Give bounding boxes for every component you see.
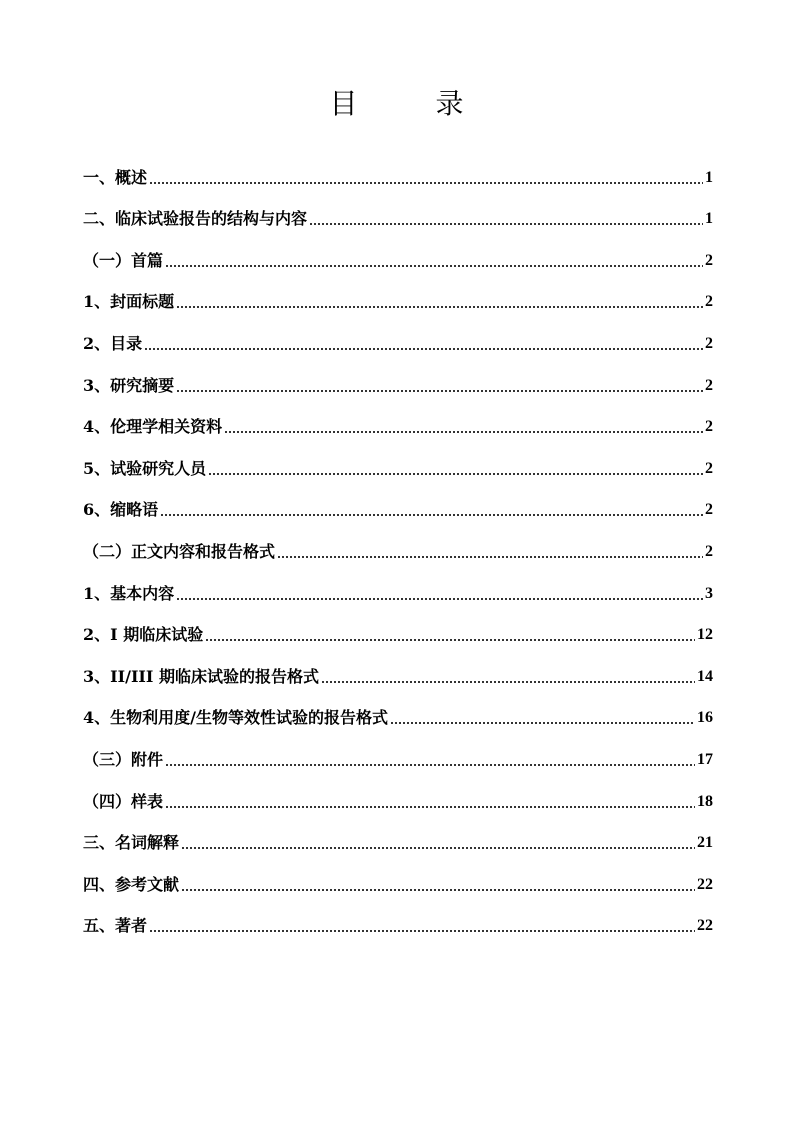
toc-entry-page: 1 xyxy=(705,210,713,228)
toc-entry-page: 12 xyxy=(697,626,713,644)
toc-entry-label: （四）样表 xyxy=(83,791,164,811)
toc-entry-label: 3、研究摘要 xyxy=(83,375,175,395)
toc-entry[interactable] xyxy=(83,396,713,438)
toc-entry[interactable] xyxy=(83,728,713,770)
toc-entry[interactable] xyxy=(83,188,713,230)
toc-leader xyxy=(149,930,695,932)
toc-leader xyxy=(176,598,703,600)
toc-entry[interactable] xyxy=(83,645,713,687)
toc-title: 目录 xyxy=(329,87,542,120)
toc-entry[interactable] xyxy=(83,479,713,521)
toc-entry-label: 3、II/III 期临床试验的报告格式 xyxy=(83,666,319,686)
toc-entry-label: 6、缩略语 xyxy=(83,500,159,520)
toc-entry-label: （三）附件 xyxy=(83,749,164,769)
toc-entry-label: 4、生物利用度/生物等效性试验的报告格式 xyxy=(83,708,388,728)
toc-entry-page: 3 xyxy=(705,584,713,602)
toc-entry-page: 22 xyxy=(697,917,713,935)
toc-entry-page: 2 xyxy=(705,418,713,436)
toc-entry-label: 2、目录 xyxy=(83,333,143,353)
toc-list xyxy=(83,146,713,936)
toc-leader xyxy=(181,889,695,891)
toc-entry[interactable] xyxy=(83,770,713,812)
toc-leader xyxy=(321,681,695,683)
toc-entry[interactable] xyxy=(83,437,713,479)
toc-entry-label: 1、基本内容 xyxy=(83,583,175,603)
toc-leader xyxy=(165,806,695,808)
toc-leader xyxy=(160,514,703,516)
toc-leader xyxy=(149,182,703,184)
toc-leader xyxy=(277,556,703,558)
toc-entry-page: 21 xyxy=(697,834,713,852)
toc-leader xyxy=(165,764,695,766)
toc-entry-page: 2 xyxy=(705,251,713,269)
toc-entry-page: 17 xyxy=(697,750,713,768)
toc-entry[interactable] xyxy=(83,812,713,854)
toc-entry-label: 二、临床试验报告的结构与内容 xyxy=(83,209,308,229)
toc-entry-label: 一、概述 xyxy=(83,167,148,187)
toc-entry[interactable] xyxy=(83,229,713,271)
toc-entry[interactable] xyxy=(83,604,713,646)
toc-entry-page: 16 xyxy=(697,709,713,727)
toc-leader xyxy=(208,473,703,475)
toc-entry-label: 三、名词解释 xyxy=(83,833,180,853)
toc-entry[interactable] xyxy=(83,687,713,729)
toc-entry-page: 2 xyxy=(705,376,713,394)
toc-entry-label: 四、参考文献 xyxy=(83,874,180,894)
toc-entry[interactable] xyxy=(83,354,713,396)
toc-leader xyxy=(390,722,695,724)
toc-leader xyxy=(205,639,695,641)
toc-entry[interactable] xyxy=(83,520,713,562)
toc-entry-page: 2 xyxy=(705,501,713,519)
toc-entry-label: （一）首篇 xyxy=(83,250,164,270)
toc-entry-label: （二）正文内容和报告格式 xyxy=(83,541,276,561)
toc-leader xyxy=(181,847,695,849)
toc-entry-page: 2 xyxy=(705,293,713,311)
toc-leader xyxy=(176,390,703,392)
toc-entry[interactable] xyxy=(83,562,713,604)
toc-entry[interactable] xyxy=(83,146,713,188)
toc-entry-page: 1 xyxy=(705,168,713,186)
toc-entry[interactable] xyxy=(83,271,713,313)
toc-entry-page: 2 xyxy=(705,334,713,352)
toc-entry-page: 18 xyxy=(697,792,713,810)
toc-entry-page: 22 xyxy=(697,875,713,893)
toc-entry-page: 2 xyxy=(705,542,713,560)
toc-leader xyxy=(309,223,703,225)
toc-leader xyxy=(176,306,703,308)
toc-entry[interactable] xyxy=(83,312,713,354)
toc-entry-page: 2 xyxy=(705,459,713,477)
toc-entry-label: 2、I 期临床试验 xyxy=(83,625,204,645)
toc-entry-label: 五、著者 xyxy=(83,916,148,936)
toc-entry[interactable] xyxy=(83,895,713,937)
toc-entry[interactable] xyxy=(83,853,713,895)
toc-entry-label: 5、试验研究人员 xyxy=(83,458,207,478)
toc-entry-label: 1、封面标题 xyxy=(83,292,175,312)
toc-entry-label: 4、伦理学相关资料 xyxy=(83,417,223,437)
toc-entry-page: 14 xyxy=(697,667,713,685)
toc-leader xyxy=(165,265,703,267)
toc-leader xyxy=(224,431,703,433)
toc-leader xyxy=(144,348,703,350)
